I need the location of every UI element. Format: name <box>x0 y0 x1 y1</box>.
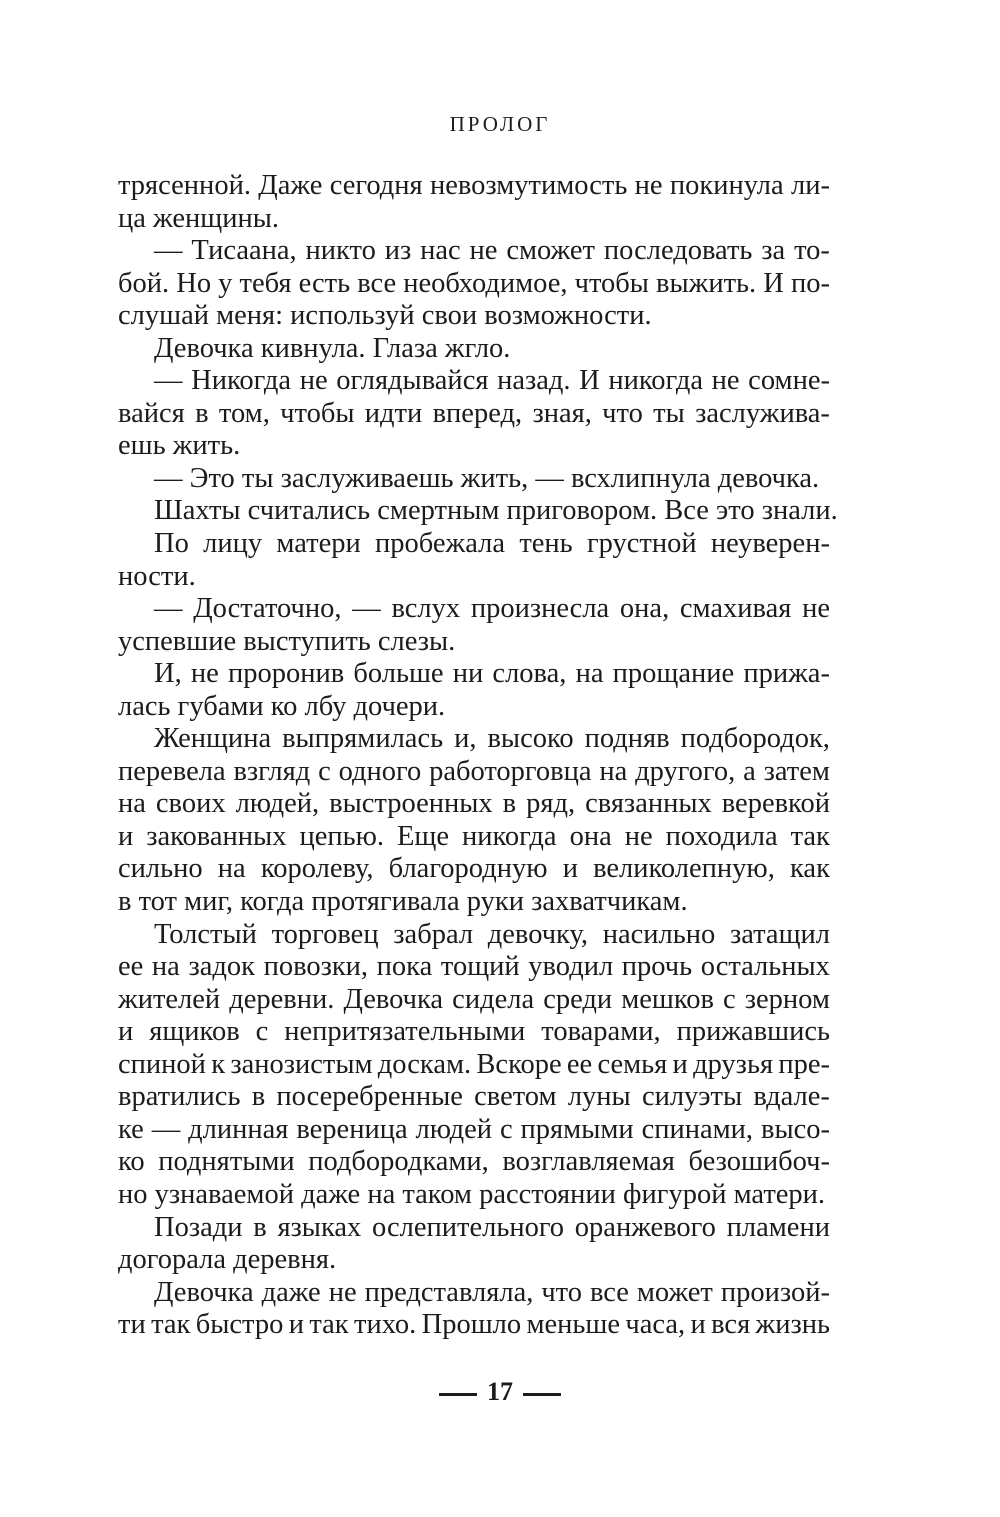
page-number-footer <box>0 1374 1000 1410</box>
text-line <box>118 1179 830 1212</box>
word: назад. <box>497 365 571 397</box>
word: походила <box>665 820 778 852</box>
text-line-content: ца женщины. <box>118 202 279 234</box>
word: с <box>318 755 331 787</box>
word: благородную <box>388 853 548 885</box>
word: Но <box>176 267 212 299</box>
word: и <box>690 1309 706 1341</box>
word: как <box>790 853 830 885</box>
text-line-content: ности. <box>118 560 196 592</box>
word: доскам. <box>377 1048 472 1080</box>
word: так <box>309 1309 349 1341</box>
word: бой. <box>118 267 170 299</box>
word: проронив <box>227 658 345 690</box>
word: одного <box>338 755 422 787</box>
word: Достаточно, <box>193 593 342 625</box>
word: задок <box>188 951 255 983</box>
text-line <box>118 788 830 821</box>
word: она, <box>619 593 670 625</box>
word: пока <box>376 951 433 983</box>
text-line <box>118 430 830 463</box>
text-line <box>118 1049 830 1082</box>
word: силуэты <box>641 1081 743 1113</box>
word: чтобы <box>280 397 355 429</box>
word: насильно <box>602 918 716 950</box>
word: высо- <box>760 1113 830 1145</box>
word: необходимое, <box>403 267 568 299</box>
text-line-content: но узнаваемой даже на таком расстоянии фигурой матери. <box>118 1178 826 1210</box>
word: тень <box>519 528 573 560</box>
text-line <box>118 203 830 236</box>
word: и, <box>454 723 477 755</box>
word: тощий <box>440 951 520 983</box>
word: не <box>711 365 740 397</box>
text-line <box>118 495 838 528</box>
word: тихо. <box>354 1309 417 1341</box>
word: ящиков <box>149 1016 240 1048</box>
text-line <box>118 919 830 952</box>
text-line-content: Шахты считались смертным приговором. Все это знали. <box>154 495 838 527</box>
word: Даже <box>258 170 323 201</box>
word: ти <box>118 1309 146 1341</box>
word: все <box>357 267 397 299</box>
word: сможет <box>506 235 595 267</box>
word: подбородок, <box>680 723 830 755</box>
word: что <box>602 397 643 429</box>
word: ни <box>452 658 484 690</box>
word: безошибоч- <box>688 1146 830 1178</box>
word: прощание <box>612 658 735 690</box>
word: спиной <box>118 1048 206 1080</box>
word: девочку, <box>487 918 589 950</box>
word: сильно <box>118 853 203 885</box>
word: на <box>599 755 628 787</box>
word: Тисаана, <box>191 235 297 267</box>
text-line <box>118 626 830 659</box>
word: вся <box>711 1309 751 1341</box>
word: никогда <box>462 820 557 852</box>
word: не <box>299 365 328 397</box>
word: другого, <box>635 755 736 787</box>
word: грустной <box>586 528 697 560</box>
word: семья <box>597 1048 668 1080</box>
word: сидела <box>452 983 535 1015</box>
word: слова, <box>492 658 567 690</box>
word: — <box>154 365 183 397</box>
word: том, <box>218 397 270 429</box>
word: и <box>562 853 578 885</box>
word: по- <box>790 267 830 299</box>
word: даже <box>261 1276 321 1308</box>
text-line-content: лась губами ко лбу дочери. <box>118 690 446 722</box>
word: луны <box>567 1081 631 1113</box>
word: деревни. <box>229 983 335 1015</box>
text-line-content: в тот миг, когда протягивала руки захватчикам. <box>118 886 688 918</box>
text-line <box>118 463 830 496</box>
word: зная, <box>532 397 592 429</box>
text-line <box>118 268 830 301</box>
text-line <box>118 1212 830 1245</box>
word: торговец <box>271 918 379 950</box>
word: затащил <box>729 918 830 950</box>
word: забрал <box>393 918 474 950</box>
word: может <box>636 1276 713 1308</box>
word: поднятыми <box>158 1146 295 1178</box>
word: она <box>569 820 612 852</box>
word: часа, <box>625 1309 686 1341</box>
text-line-content: — Это ты заслуживаешь жить, — всхлипнула девочка. <box>154 462 820 494</box>
word: не <box>469 235 498 267</box>
running-head-title: ПРОЛОГ <box>449 112 551 136</box>
word: великолепную, <box>593 853 775 885</box>
word: непритязательными <box>284 1016 526 1048</box>
right-dash-ornament <box>523 1393 561 1396</box>
word: в <box>502 788 517 820</box>
word: есть <box>298 267 351 299</box>
word: так <box>151 1309 191 1341</box>
word: друзья <box>693 1048 774 1080</box>
word: пламени <box>726 1211 830 1243</box>
word: с <box>499 1113 513 1145</box>
word: ко <box>118 1146 145 1178</box>
word: все <box>589 1276 629 1308</box>
word: подбородками, <box>308 1146 489 1178</box>
body-text <box>118 170 838 1342</box>
word: посеребренные <box>276 1081 463 1113</box>
word: взгляд <box>233 755 311 787</box>
word: светом <box>474 1081 557 1113</box>
text-line <box>118 756 830 789</box>
word: вперед, <box>432 397 523 429</box>
word: на <box>217 853 246 885</box>
text-line <box>118 170 830 203</box>
text-line <box>118 1244 830 1277</box>
word: вдале- <box>753 1081 830 1113</box>
text-line-content: догорала деревня. <box>118 1244 337 1276</box>
word: своих <box>155 788 226 820</box>
word: среди <box>543 983 613 1015</box>
word: веревкой <box>721 788 830 820</box>
text-line-content: слушай меня: используй свои возможности. <box>118 300 652 332</box>
word: в <box>253 1211 267 1243</box>
text-line <box>118 561 830 594</box>
word: неуверен- <box>710 528 830 560</box>
text-line-content: успевшие выступить слезы. <box>118 625 456 657</box>
word: на <box>575 658 604 690</box>
word: Девочка <box>343 983 444 1015</box>
word: пробежала <box>375 528 506 560</box>
word: По <box>154 528 189 560</box>
word: Девочка <box>154 1276 254 1308</box>
word: высоко <box>487 723 574 755</box>
word: длинная <box>188 1113 289 1145</box>
word: в <box>195 397 209 429</box>
word: нас <box>420 235 461 267</box>
word: пре- <box>778 1048 830 1080</box>
word: ее <box>118 951 144 983</box>
word: И, <box>154 658 182 690</box>
word: вратились <box>118 1081 241 1113</box>
word: за <box>761 235 786 267</box>
text-line <box>118 984 830 1017</box>
word: не <box>802 593 830 625</box>
word: ослепительного <box>372 1211 565 1243</box>
word: смахивая <box>679 593 792 625</box>
word: у <box>218 267 233 299</box>
word: — <box>151 1113 181 1145</box>
word: то- <box>794 235 830 267</box>
word: занозистым <box>230 1048 373 1080</box>
word: на <box>118 788 146 820</box>
word: — <box>352 593 381 625</box>
word: связанных <box>585 788 712 820</box>
word: спинами, <box>641 1113 754 1145</box>
word: что <box>541 1276 582 1308</box>
word: и <box>118 1016 134 1048</box>
word: вайся <box>118 397 185 429</box>
word: вереница <box>296 1113 408 1145</box>
word: заслужива- <box>695 397 830 429</box>
word: Толстый <box>154 918 257 950</box>
word: ты <box>653 397 685 429</box>
word: не <box>624 820 653 852</box>
word: больше <box>353 658 444 690</box>
word: оглядывайся <box>336 365 489 397</box>
word: не <box>634 170 663 201</box>
text-line <box>118 365 830 398</box>
word: прижа- <box>743 658 830 690</box>
word: жизнь <box>755 1309 830 1341</box>
word: покинула <box>669 170 784 201</box>
word: вслух <box>391 593 461 625</box>
word: никто <box>305 235 376 267</box>
word: с <box>723 983 736 1015</box>
text-line <box>118 1146 830 1179</box>
word: затем <box>763 755 830 787</box>
word: трясенной. <box>118 170 251 201</box>
word: И <box>579 365 600 397</box>
word: уводил <box>528 951 614 983</box>
text-line <box>118 398 830 431</box>
word: меньше <box>526 1309 621 1341</box>
text-line-content: ешь жить. <box>118 430 241 462</box>
text-line <box>118 593 830 626</box>
word: никогда <box>608 365 703 397</box>
word: и <box>672 1048 688 1080</box>
word: людей, <box>235 788 320 820</box>
text-line <box>118 951 830 984</box>
word: мешков <box>621 983 714 1015</box>
text-line <box>118 528 830 561</box>
word: выстроенных <box>329 788 493 820</box>
word: так <box>790 820 830 852</box>
word: перевела <box>118 755 226 787</box>
word: Вскоре <box>476 1048 562 1080</box>
word: ке <box>118 1113 144 1145</box>
word: закованных <box>146 820 287 852</box>
text-line <box>118 1277 830 1310</box>
word: лицу <box>203 528 263 560</box>
word: сомне- <box>748 365 830 397</box>
text-line <box>118 691 830 724</box>
word: из <box>384 235 412 267</box>
word: на <box>151 951 180 983</box>
text-line <box>118 333 830 366</box>
word: ее <box>566 1048 593 1080</box>
word: людей <box>415 1113 493 1145</box>
word: с <box>255 1016 269 1048</box>
word: невозмутимость <box>429 170 628 201</box>
word: чтобы <box>574 267 649 299</box>
word: сегодня <box>329 170 423 201</box>
word: прочь <box>621 951 693 983</box>
word: не <box>328 1276 357 1308</box>
word: работорговца <box>429 755 592 787</box>
text-line <box>118 1081 830 1114</box>
word: в <box>251 1081 266 1113</box>
word: товарами, <box>541 1016 661 1048</box>
word: И <box>763 267 784 299</box>
word: цепью. <box>299 820 385 852</box>
word: быстро <box>195 1309 284 1341</box>
word: выжить. <box>656 267 757 299</box>
word: королеву, <box>260 853 374 885</box>
word: подняв <box>584 723 670 755</box>
word: выпрямилась <box>282 723 444 755</box>
word: а <box>743 755 756 787</box>
text-line <box>118 821 830 854</box>
word: жителей <box>118 983 221 1015</box>
word: произнесла <box>470 593 610 625</box>
word: языках <box>277 1211 362 1243</box>
text-line <box>118 853 830 886</box>
word: Позади <box>154 1211 243 1243</box>
word: идти <box>364 397 423 429</box>
word: представляла, <box>364 1276 534 1308</box>
word: к <box>211 1048 226 1080</box>
word: произой- <box>720 1276 830 1308</box>
page-number: 17 <box>487 1377 513 1406</box>
text-line <box>118 1309 830 1342</box>
word: Женщина <box>154 723 272 755</box>
word: ли- <box>791 170 830 201</box>
word: ряд, <box>526 788 576 820</box>
word: прижавшись <box>676 1016 830 1048</box>
word: остальных <box>700 951 830 983</box>
text-line <box>118 235 830 268</box>
word: возглавляемая <box>502 1146 675 1178</box>
text-line-content: Девочка кивнула. Глаза жгло. <box>154 332 511 364</box>
word: зерном <box>744 983 830 1015</box>
word: Прошло <box>421 1309 522 1341</box>
word: и <box>118 820 134 852</box>
left-dash-ornament <box>439 1393 477 1396</box>
word: последовать <box>603 235 753 267</box>
word: — <box>154 593 183 625</box>
word: Еще <box>397 820 450 852</box>
text-line <box>118 723 830 756</box>
text-line <box>118 1016 830 1049</box>
text-line <box>118 886 830 919</box>
word: матери <box>276 528 361 560</box>
word: Никогда <box>191 365 292 397</box>
word: повозки, <box>263 951 369 983</box>
word: тебя <box>239 267 292 299</box>
word: оранжевого <box>574 1211 716 1243</box>
text-line <box>118 1114 830 1147</box>
word: и <box>288 1309 304 1341</box>
text-line <box>118 300 830 333</box>
word: не <box>190 658 219 690</box>
word: прямыми <box>520 1113 634 1145</box>
text-line <box>118 658 830 691</box>
word: — <box>154 235 183 267</box>
